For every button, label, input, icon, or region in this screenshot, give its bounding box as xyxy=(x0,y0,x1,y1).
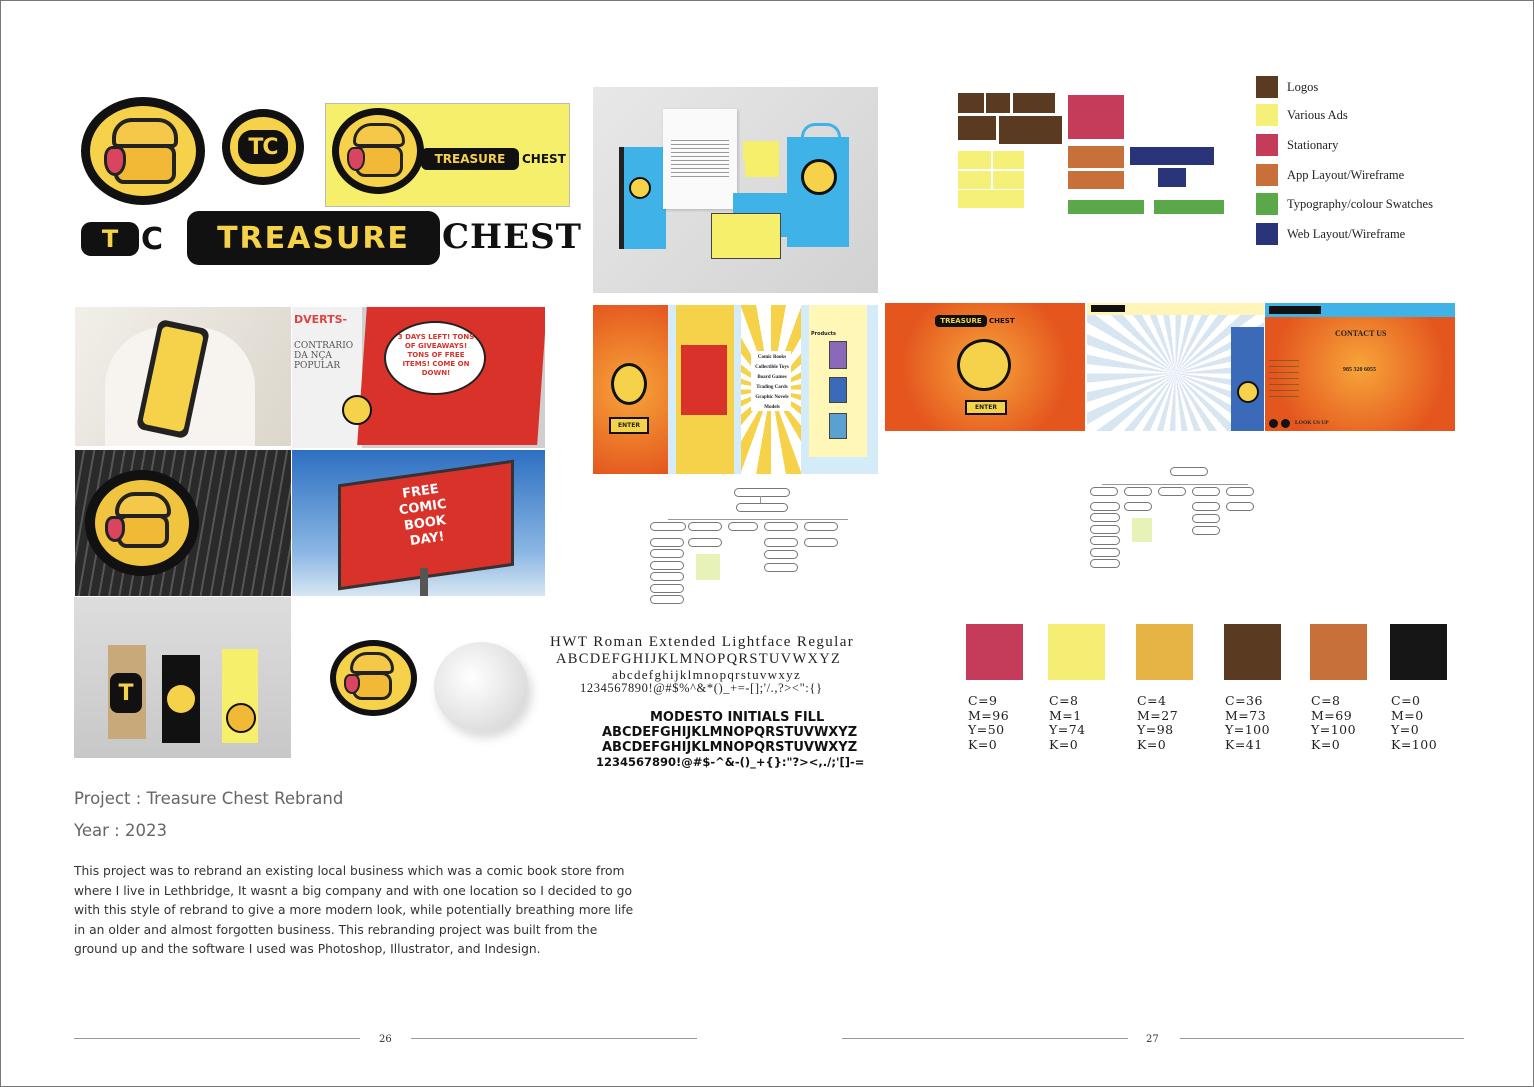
web-burst-mockup xyxy=(1087,303,1264,431)
layout-key-diagram xyxy=(958,93,1228,218)
legend-row-app xyxy=(1256,164,1404,186)
legend-swatch xyxy=(1256,193,1278,215)
swatch-crimson xyxy=(966,624,1023,680)
swatch-cmyk-values: C=0 M=0 Y=0 K=100 xyxy=(1391,693,1438,752)
project-title: Project : Treasure Chest Rebrand xyxy=(74,789,344,808)
sticker-peel xyxy=(434,642,528,732)
store-sign-logo xyxy=(85,470,199,576)
social-icon[interactable] xyxy=(1269,419,1278,428)
web-logo-chest: CHEST xyxy=(989,317,1015,325)
web-enter-label: ENTER xyxy=(975,404,997,411)
chest-word: CHEST xyxy=(442,217,582,257)
footer-rule-left-a xyxy=(74,1038,360,1039)
swatch-cmyk-values: C=8 M=1 Y=74 K=0 xyxy=(1049,693,1086,752)
serif-font-name: HWT Roman Extended Lightface Regular xyxy=(550,634,855,650)
legend-label: Stationary xyxy=(1287,137,1339,152)
display-font-upper-1: ABCDEFGHIJKLMNOPQRSTUVWXYZ xyxy=(602,725,858,740)
tc-circle-text: TC xyxy=(248,134,278,160)
sticker-logo xyxy=(330,640,417,716)
swatch-black xyxy=(1390,624,1447,680)
serif-font-digits: 1234567890!@#$%^&*()_+=-[];'/.,?><":{} xyxy=(580,681,823,695)
billboard-headline: FREE COMIC BOOK DAY! xyxy=(398,481,448,550)
notebook-logo xyxy=(629,177,651,199)
web-contact-mockup xyxy=(1265,303,1455,431)
tc-t-letter: T xyxy=(101,225,119,253)
lockup-chest-text: CHEST xyxy=(522,152,566,166)
stationery-mockup xyxy=(593,87,878,293)
serif-font-upper: ABCDEFGHIJKLMNOPQRSTUVWXYZ xyxy=(556,651,842,667)
legend-row-logos xyxy=(1256,76,1318,98)
ad-headline: 3 DAYS LEFT! TONS OF GIVEAWAYS! TONS OF FREE ITEMS! COME ON DOWN! xyxy=(397,333,475,377)
ad-logo xyxy=(342,395,372,425)
display-font-upper-2: ABCDEFGHIJKLMNOPQRSTUVWXYZ xyxy=(602,740,858,755)
legend-row-typography xyxy=(1256,193,1433,215)
app-menu-list: Comic Books Collectible Toys Board Games Trading Cards Graphic Novels Models xyxy=(755,355,789,410)
serif-font-lower: abcdefghijklmnopqrstuvwxyz xyxy=(612,667,802,682)
magazine-subheading: CONTRARIO DA NÇA POPULAR xyxy=(294,341,354,371)
magazine-ad-photo xyxy=(292,307,545,448)
footer-rule-right-b xyxy=(1180,1038,1464,1039)
round-chest-logo xyxy=(81,97,205,205)
swatch-cmyk-values: C=4 M=27 Y=98 K=0 xyxy=(1137,693,1179,752)
store-sign-photo xyxy=(75,450,291,596)
swatch-orange xyxy=(1310,624,1367,680)
treasure-wordmark xyxy=(187,211,440,265)
contact-title: CONTACT US xyxy=(1335,329,1387,338)
page-number-right: 27 xyxy=(1146,1034,1159,1045)
bag-handle xyxy=(801,123,841,146)
legend-row-ads xyxy=(1256,104,1348,126)
lockup-chest-icon xyxy=(332,108,424,194)
app-wireframe xyxy=(648,486,868,602)
magazine-heading: DVERTS- xyxy=(294,313,348,326)
legend-swatch xyxy=(1256,76,1278,98)
business-card-front xyxy=(743,141,779,161)
project-description: This project was to rebrand an existing local business which was a comic book store from where I live in Lethbridge, It wasnt a big company and with one location so I decided to go with this style of rebrand to give a more modern look, while potentially breathing more life in an older and almost forgotten business. This rebranding project was built from the ground up and the software I used was Photoshop, Illustrator, and Indesign. xyxy=(74,864,634,956)
tc-circle-logo xyxy=(222,109,304,185)
bag-logo xyxy=(801,159,837,195)
phone-ad-photo xyxy=(75,307,291,446)
logo-sheet xyxy=(74,95,584,275)
footer-rule-right-a xyxy=(842,1038,1128,1039)
swatch-brown xyxy=(1224,624,1281,680)
app-enter-button-label: ENTER xyxy=(618,422,640,429)
tc-wordmark xyxy=(81,222,171,258)
swatch-gold xyxy=(1136,624,1193,680)
web-wireframe xyxy=(1088,465,1258,569)
social-icon[interactable] xyxy=(1281,419,1290,428)
legend-label: Typography/colour Swatches xyxy=(1287,196,1433,211)
web-home-mockup xyxy=(885,303,1085,431)
envelope-yellow xyxy=(711,213,781,259)
display-font-name: MODESTO INITIALS FILL xyxy=(650,710,825,725)
business-card-back xyxy=(745,159,779,177)
tc-c-letter: C xyxy=(141,222,164,257)
hang-tags-photo xyxy=(74,597,291,758)
lockup-treasure-text: TREASURE xyxy=(434,152,506,166)
app-layout-mockups xyxy=(593,305,878,474)
legend-row-stationary xyxy=(1256,134,1338,156)
billboard-photo xyxy=(292,450,545,596)
display-font-digits: 1234567890!@#$-^&-()_+{}:"?><,./;'[]-= xyxy=(596,755,865,769)
hang-tag-t: T xyxy=(118,680,134,706)
legend-row-web xyxy=(1256,223,1405,245)
swatch-cmyk-values: C=8 M=69 Y=100 K=0 xyxy=(1311,693,1357,752)
legend-label: Web Layout/Wireframe xyxy=(1287,226,1406,241)
swatch-light-yellow xyxy=(1048,624,1105,680)
app-products-label: Products xyxy=(811,331,837,337)
legend-label: App Layout/Wireframe xyxy=(1287,167,1405,182)
swatch-cmyk-values: C=9 M=96 Y=50 K=0 xyxy=(968,693,1010,752)
legend-label: Logos xyxy=(1287,79,1319,94)
tongue-icon xyxy=(104,146,126,176)
legend-label: Various Ads xyxy=(1287,107,1348,122)
legend-swatch xyxy=(1256,134,1278,156)
legend-swatch xyxy=(1256,223,1278,245)
swatch-cmyk-values: C=36 M=73 Y=100 K=41 xyxy=(1225,693,1271,752)
page-number-left: 26 xyxy=(379,1034,392,1045)
footer-rule-left-b xyxy=(411,1038,697,1039)
web-logo-treasure: TREASURE xyxy=(940,317,982,325)
treasure-word: TREASURE xyxy=(217,220,410,256)
legend-swatch xyxy=(1256,164,1278,186)
project-year: Year : 2023 xyxy=(74,821,167,840)
horizontal-lockup xyxy=(325,103,570,207)
contact-phone: 985 320 6055 xyxy=(1343,367,1376,373)
look-us-up-label: LOOK US UP xyxy=(1295,420,1329,426)
legend-swatch xyxy=(1256,104,1278,126)
